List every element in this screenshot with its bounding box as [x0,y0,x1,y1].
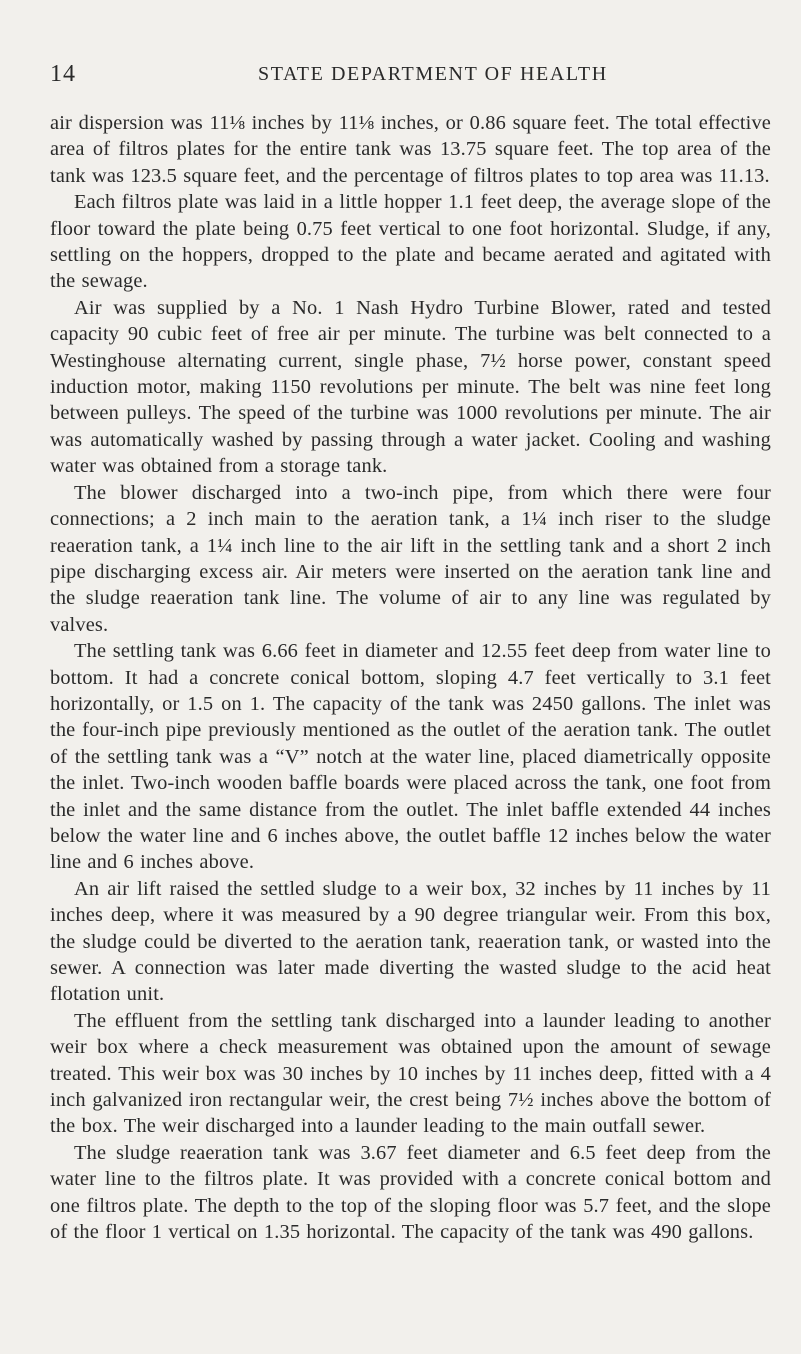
paragraph-settling-tank: The settling tank was 6.66 feet in diameter and 12.55 feet deep from water line to bottom. It had a concrete conical bottom, sloping 4.7 feet vertically to 3.1 feet horizontally, or 1.5 on 1. The capacity of the tank was 2450 gallons. The inlet was the four-inch pipe previously mentioned as the outlet of the aeration tank. The outlet of the settling tank was a “V” notch at the water line, placed diametrically opposite the inlet. Two-inch wooden baffle boards were placed across the tank, one foot from the inlet and the same distance from the outlet. The inlet baffle extended 44 inches below the water line and 6 inches above, the outlet baffle 12 inches below the water line and 6 inches above. [50,640,771,874]
paragraph-effluent: The effluent from the settling tank discharged into a launder leading to another weir box where a check measurement was obtained upon the amount of sewage treated. This weir box was 30 inches by 10 inches by 11 inches deep, fitted with a 4 inch galvanized iron rectangular weir, the crest being 7½ inches above the bottom of the box. The weir discharged into a launder leading to the main outfall sewer. [50,1009,771,1138]
paragraph-blower-discharge: The blower discharged into a two-inch pipe, from which there were four connections; a 2 inch main to the aeration tank, a 1¼ inch riser to the sludge reaeration tank, a 1¼ inch line to the air lift in the settling tank and a short 2 inch pipe discharging excess air. Air meters were inserted on the aeration tank line and the sludge reaeration tank line. The volume of air to any line was regulated by valves. [50,481,771,636]
paragraph-air-supply: Air was supplied by a No. 1 Nash Hydro Turbine Blower, rated and tested capacity 90 cubic feet of free air per minute. The turbine was belt connected to a Westinghouse alternating current, single phase, 7½ horse power, constant speed induction motor, making 1150 revolutions per minute. The belt was nine feet long between pulleys. The speed of the turbine was 1000 revolutions per minute. The air was automatically washed by passing through a water jacket. Cooling and washing water was obtained from a storage tank. [50,296,771,478]
running-header [50,62,771,110]
paragraph-continuation: air dispersion was 11⅛ inches by 11⅛ inches, or 0.86 square feet. The total effective area of filtros plates for the entire tank was 13.75 square feet. The top area of the tank was 123.5 square feet, and the percentage of filtros plates to top area was 11.13. [50,112,771,187]
paragraph-air-lift: An air lift raised the settled sludge to a weir box, 32 inches by 11 inches by 11 inches deep, where it was measured by a 90 degree triangular weir. From this box, the sludge could be diverted to the aeration tank, reaeration tank, or wasted into the sewer. A connection was later made diverting the wasted sludge to the acid heat flotation unit. [50,877,771,1006]
document-page [0,62,801,1354]
paragraph-sludge-reaeration: The sludge reaeration tank was 3.67 feet diameter and 6.5 feet deep from the water line to the filtros plate. It was provided with a concrete conical bottom and one filtros plate. The depth to the top of the sloping floor was 5.7 feet, and the slope of the floor 1 vertical on 1.35 horizontal. The capacity of the tank was 490 gallons. [50,1141,771,1244]
page-number: 14 [50,61,76,87]
running-title: STATE DEPARTMENT OF HEALTH [258,63,608,85]
paragraph-filtros-plate: Each filtros plate was laid in a little hopper 1.1 feet deep, the average slope of the floor toward the plate being 0.75 feet vertical to one foot horizontal. Sludge, if any, settling on the hoppers, dropped to the plate and became aerated and agitated with the sewage. [50,191,771,293]
body-text [50,110,771,1245]
